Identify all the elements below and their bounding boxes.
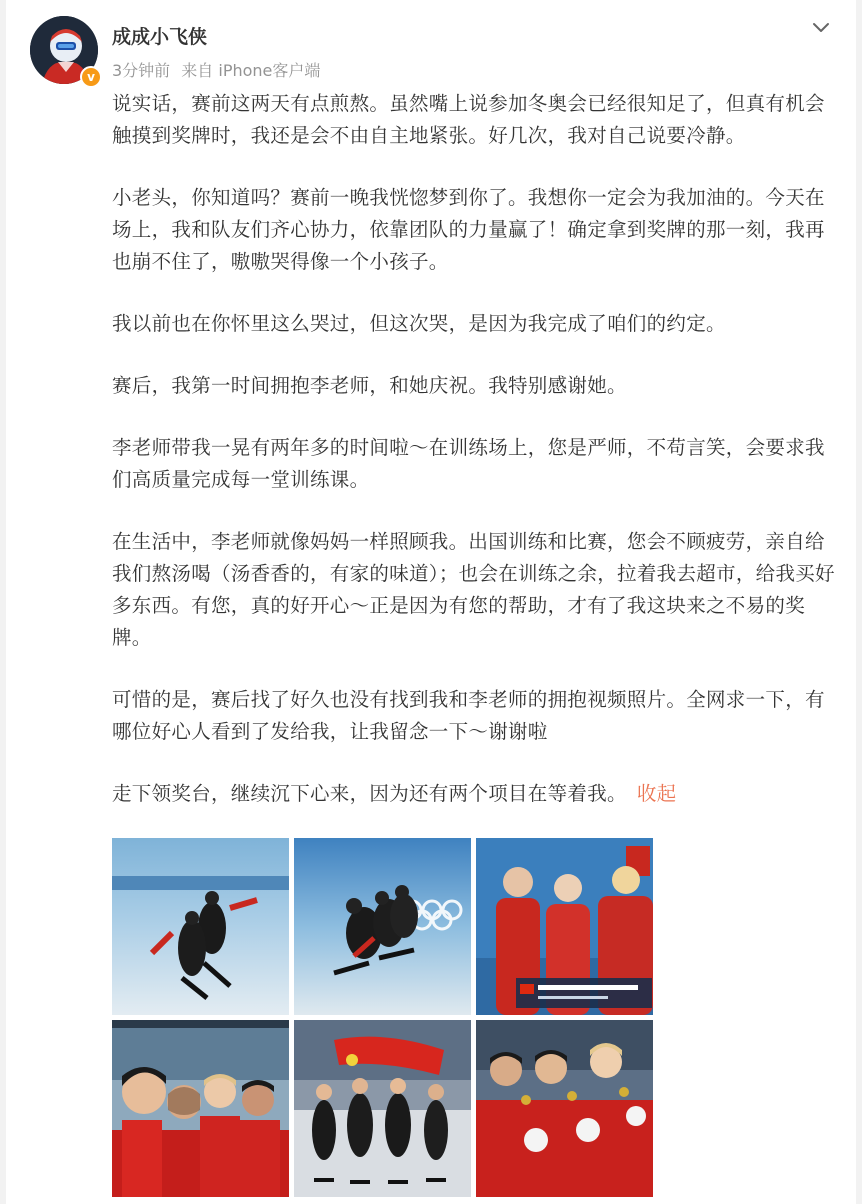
post-text — [112, 88, 840, 810]
post-time[interactable]: 3分钟前 — [112, 61, 171, 80]
chevron-down-icon[interactable] — [810, 16, 832, 38]
post-paragraph-text: 走下领奖台，继续沉下心来，因为还有两个项目在等着我。 — [112, 782, 627, 805]
post-source: 来自 iPhone客户端 — [181, 61, 321, 80]
weibo-post-card — [6, 0, 856, 1204]
collapse-link[interactable]: 收起 — [636, 782, 677, 805]
photo-grid — [112, 838, 658, 1197]
photo-thumbnail[interactable] — [476, 1020, 653, 1197]
post-paragraph: 小老头，你知道吗？赛前一晚我恍惚梦到你了。我想你一定会为我加油的。今天在场上，我和队友们齐心协力，依靠团队的力量赢了！确定拿到奖牌的那一刻，我再也崩不住了，嗷嗷哭得像一个小孩子。 — [112, 186, 825, 273]
post-paragraph: 可惜的是，赛后找了好久也没有找到我和李老师的拥抱视频照片。全网求一下，有哪位好心人看到了发给我，让我留念一下～谢谢啦 — [112, 688, 825, 743]
photo-thumbnail[interactable] — [476, 838, 653, 1015]
post-meta — [112, 58, 320, 81]
photo-thumbnail[interactable] — [294, 838, 471, 1015]
photo-thumbnail[interactable] — [294, 1020, 471, 1197]
post-paragraph: 在生活中，李老师就像妈妈一样照顾我。出国训练和比赛，您会不顾疲劳，亲自给我们熬汤喝（汤香香的，有家的味道）；也会在训练之余，拉着我去超市，给我买好多东西。有您，真的好开心～正是因为有您的帮助，才有了我这块来之不易的奖牌。 — [112, 530, 835, 649]
post-paragraph-last — [112, 778, 840, 810]
photo-thumbnail[interactable] — [112, 838, 289, 1015]
post-paragraph: 说实话，赛前这两天有点煎熬。虽然嘴上说参加冬奥会已经很知足了，但真有机会触摸到奖牌时，我还是会不由自主地紧张。好几次，我对自己说要冷静。 — [112, 92, 825, 147]
verified-badge-icon: v — [80, 66, 102, 88]
username[interactable]: 成成小飞侠 — [112, 26, 208, 48]
post-paragraph: 李老师带我一晃有两年多的时间啦～在训练场上，您是严师，不苟言笑，会要求我们高质量完成每一堂训练课。 — [112, 436, 825, 491]
post-paragraph: 我以前也在你怀里这么哭过，但这次哭，是因为我完成了咱们的约定。 — [112, 312, 726, 335]
post-paragraph: 赛后，我第一时间拥抱李老师，和她庆祝。我特别感谢她。 — [112, 374, 627, 397]
photo-thumbnail[interactable] — [112, 1020, 289, 1197]
